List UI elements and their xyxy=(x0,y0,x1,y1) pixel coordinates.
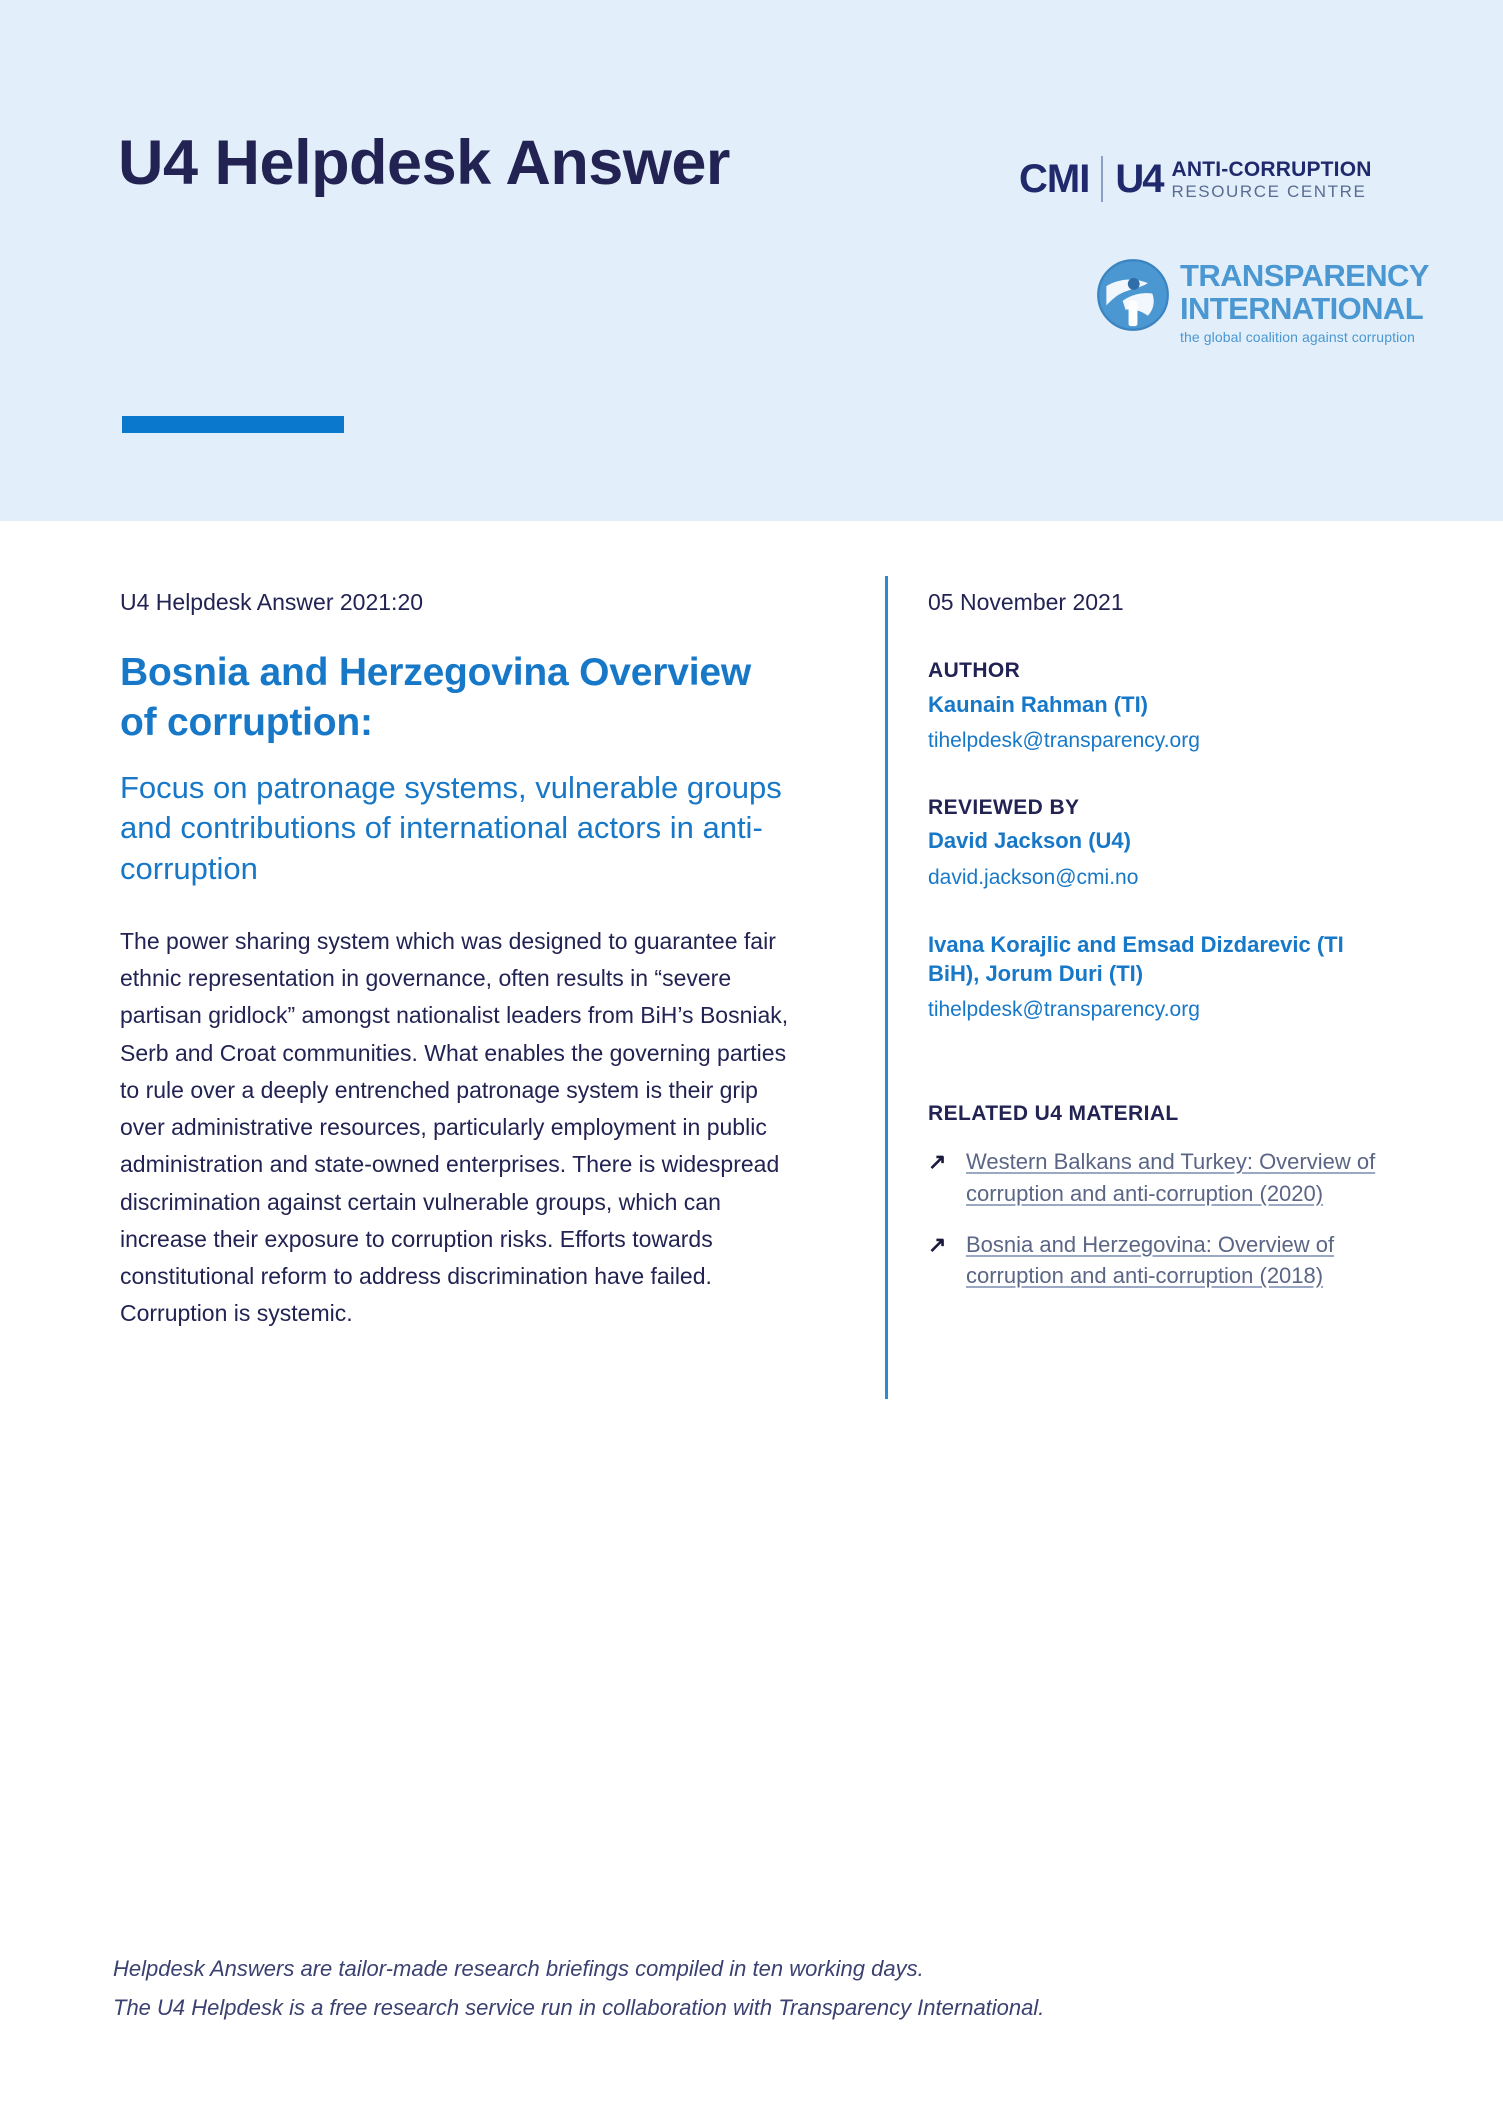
cmi-u4-logo xyxy=(1019,155,1372,203)
related-material-section xyxy=(928,1102,1388,1291)
external-link-arrow-icon: ↗ xyxy=(928,1149,947,1175)
ti-line2: INTERNATIONAL xyxy=(1180,291,1424,326)
u4-logo-text xyxy=(1171,159,1371,200)
reviewer-email[interactable]: david.jackson@cmi.no xyxy=(928,865,1139,889)
list-item[interactable] xyxy=(928,1146,1388,1208)
u4-logo-line1: ANTI-CORRUPTION xyxy=(1171,157,1372,181)
right-column xyxy=(928,586,1388,1291)
related-link[interactable]: Western Balkans and Turkey: Overview of corruption and anti-corruption (2020) xyxy=(966,1149,1376,1206)
author-name: Kaunain Rahman (TI) xyxy=(928,691,1149,717)
footer xyxy=(113,1950,1313,2027)
document-reference: U4 Helpdesk Answer 2021:20 xyxy=(120,589,424,615)
document-title: Bosnia and Herzegovina Overview of corruption: xyxy=(120,651,752,745)
left-column xyxy=(120,586,792,1333)
reviewer-name: David Jackson (U4) xyxy=(928,828,1131,854)
page-title: U4 Helpdesk Answer xyxy=(118,128,730,198)
column-divider xyxy=(885,576,888,1399)
publication-date: 05 November 2021 xyxy=(928,589,1124,615)
u4-mark: U4 xyxy=(1115,157,1163,201)
ti-wordmark xyxy=(1180,258,1429,344)
list-item[interactable] xyxy=(928,1229,1388,1291)
logo-divider xyxy=(1101,156,1103,202)
reviewer-label: REVIEWED BY xyxy=(928,796,1080,820)
reviewer-block xyxy=(928,793,1388,892)
transparency-international-logo xyxy=(1096,258,1429,344)
footer-line-1: Helpdesk Answers are tailor-made research briefings compiled in ten working days. xyxy=(113,1956,924,1981)
author-email[interactable]: tihelpdesk@transparency.org xyxy=(928,728,1200,752)
header-band xyxy=(0,0,1503,521)
document-abstract: The power sharing system which was designed to guarantee fair ethnic representation in governance, often results in “severe partisan gridlock” amongst nationalist leaders from BiH’s Bosniak, Serb and Croat communities. What enables the governing parties to rule over a deeply entrenched patronage system is their grip over administrative resources, particularly employment in public administration and state-owned enterprises. There is widespread discrimination against certain vulnerable groups, which can increase their exposure to corruption risks. Efforts towards constitutional reform to address discrimination have failed. Corruption is systemic. xyxy=(120,927,789,1327)
accent-bar xyxy=(122,416,344,433)
ti-globe-icon xyxy=(1096,258,1170,337)
document-subtitle: Focus on patronage systems, vulnerable groups and contributions of international actors in anti-corruption xyxy=(120,770,782,886)
footer-line-2: The U4 Helpdesk is a free research service run in collaboration with Transparency International. xyxy=(113,1994,1045,2020)
author-label: AUTHOR xyxy=(928,659,1021,683)
u4-logo-line2: RESOURCE CENTRE xyxy=(1171,181,1367,201)
author-block xyxy=(928,656,1388,755)
contributors-email[interactable]: tihelpdesk@transparency.org xyxy=(928,997,1200,1021)
ti-line1: TRANSPARENCY xyxy=(1180,258,1429,293)
contributors-block xyxy=(928,930,1388,1024)
related-material-heading: RELATED U4 MATERIAL xyxy=(928,1102,1179,1126)
related-link[interactable]: Bosnia and Herzegovina: Overview of corruption and anti-corruption (2018) xyxy=(966,1231,1335,1289)
ti-tagline: the global coalition against corruption xyxy=(1180,329,1416,345)
cmi-wordmark: CMI xyxy=(1019,157,1090,201)
contributors-name: Ivana Korajlic and Emsad Dizdarevic (TI BiH), Jorum Duri (TI) xyxy=(928,931,1344,986)
external-link-arrow-icon: ↗ xyxy=(928,1231,947,1257)
